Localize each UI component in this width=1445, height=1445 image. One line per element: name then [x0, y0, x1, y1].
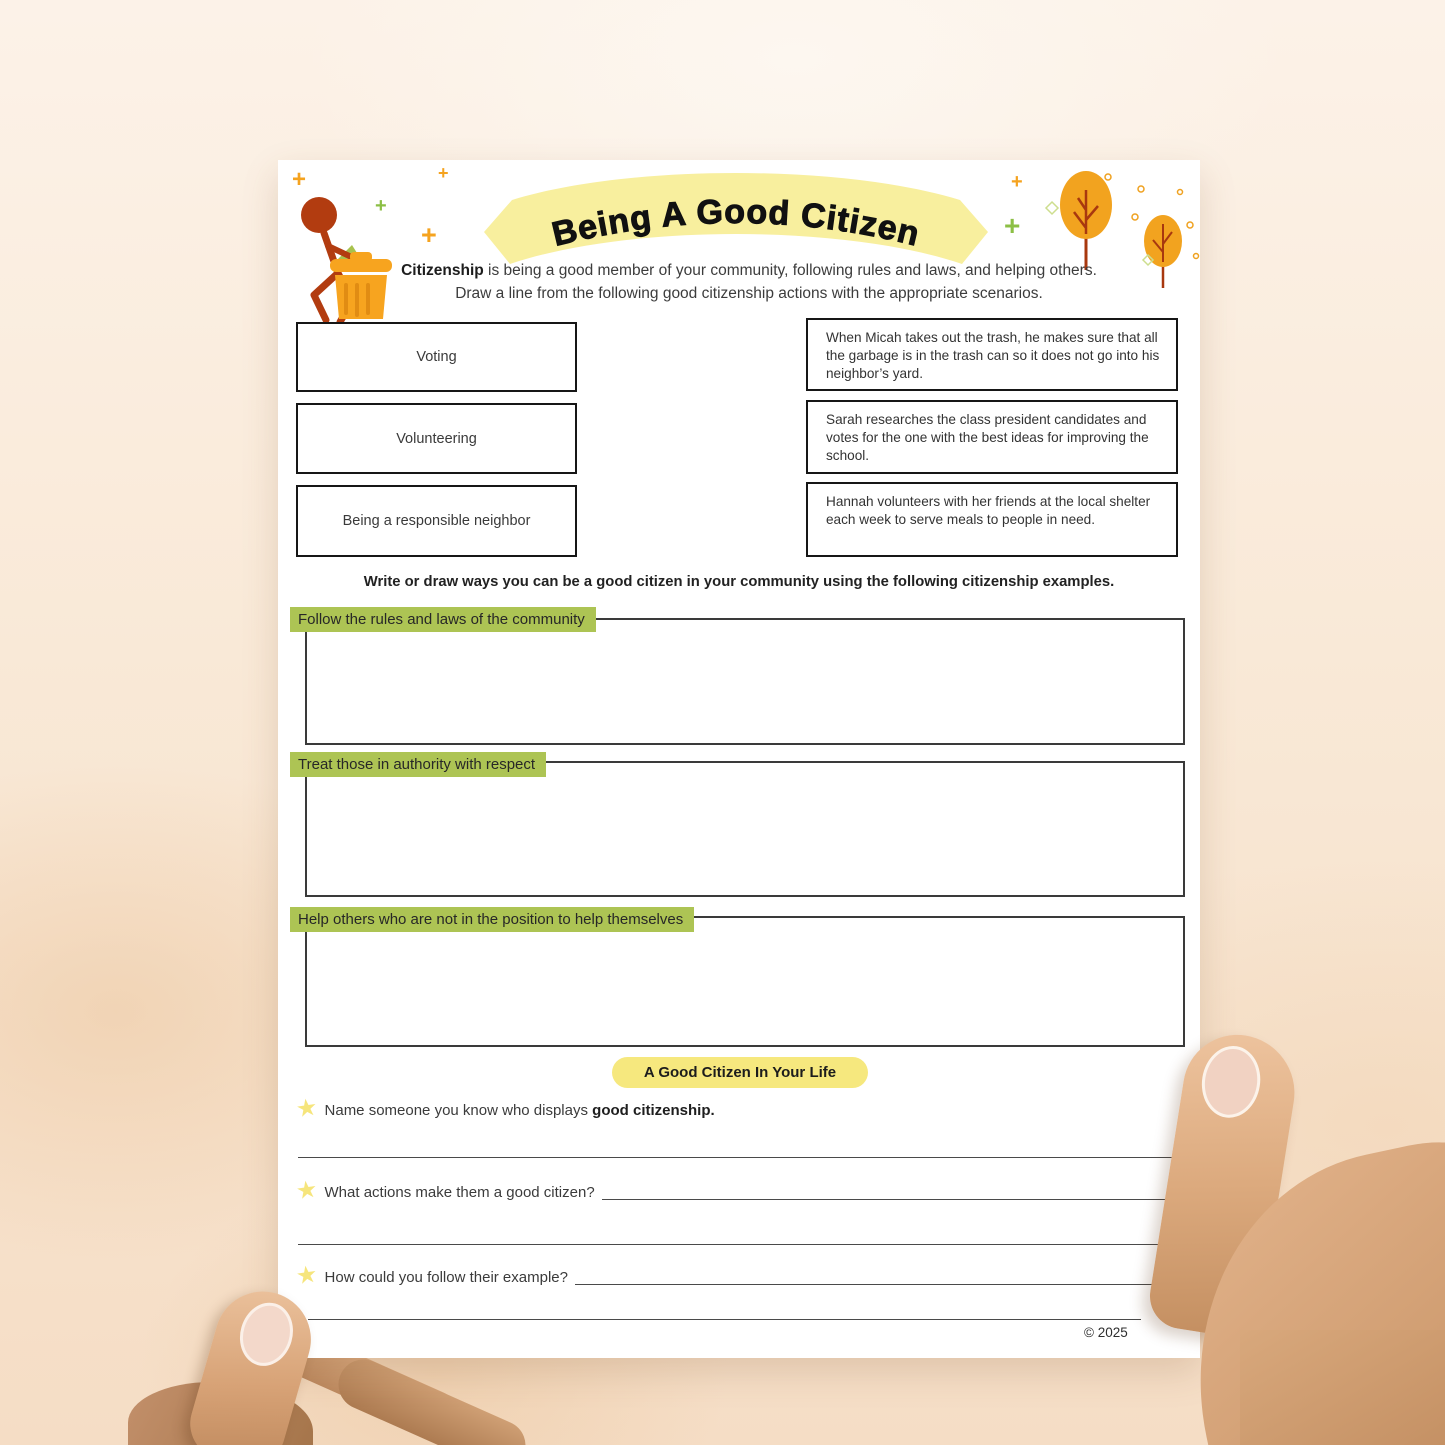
- answer-area-help-others[interactable]: [305, 916, 1185, 1047]
- intro-text: [386, 259, 1112, 305]
- right-hand-wrist: [1240, 1330, 1445, 1445]
- question-3-text: How could you follow their example?: [324, 1269, 568, 1286]
- match-scenario-voting[interactable]: Sarah researches the class president candidates and votes for the one with the best ideas for improving the school.: [806, 400, 1178, 474]
- intro-line-2: Draw a line from the following good citizenship actions with the appropriate scenarios.: [455, 285, 1043, 302]
- right-thumb-nail: [1197, 1042, 1266, 1122]
- question-1-text: Name someone you know who displays good citizenship.: [324, 1102, 715, 1119]
- left-hand-middle-finger: [330, 1351, 533, 1445]
- question-2: [294, 1175, 1185, 1206]
- plus-sparkle-icon: +: [292, 166, 307, 193]
- write-draw-instruction: Write or draw ways you can be a good citizen in your community using the following citizenship examples.: [363, 574, 1115, 590]
- answer-line-1[interactable]: [298, 1157, 1185, 1158]
- answer-line-3[interactable]: [308, 1319, 1141, 1320]
- copyright-text: © 2025: [1084, 1325, 1128, 1340]
- star-icon: ★: [294, 1093, 320, 1124]
- match-action-responsible-neighbor[interactable]: Being a responsible neighbor: [296, 485, 577, 557]
- section-title-pill: A Good Citizen In Your Life: [612, 1057, 868, 1088]
- plus-sparkle-icon: +: [1011, 171, 1023, 193]
- left-thumb-nail: [233, 1296, 301, 1372]
- prompt-respect-authority: Treat those in authority with respect: [290, 752, 546, 777]
- answer-area-follow-rules[interactable]: [305, 618, 1185, 745]
- answer-line-2-inline[interactable]: [602, 1185, 1185, 1200]
- match-scenario-volunteering[interactable]: Hannah volunteers with her friends at the local shelter each week to serve meals to people in need.: [806, 482, 1178, 557]
- page-title: Being A Good Citizen: [548, 192, 924, 254]
- star-icon: ★: [294, 1260, 320, 1291]
- intro-line-1: Citizenship is being a good member of your community, following rules and laws, and helping others.: [401, 262, 1097, 279]
- match-scenario-trash[interactable]: When Micah takes out the trash, he makes sure that all the garbage is in the trash can so it does not go into his neighbor’s yard.: [806, 318, 1178, 391]
- plus-sparkle-icon: +: [1004, 210, 1021, 241]
- answer-area-respect-authority[interactable]: [305, 761, 1185, 897]
- prompt-follow-rules: Follow the rules and laws of the community: [290, 607, 596, 632]
- intro-keyword: Citizenship: [401, 262, 484, 279]
- match-action-voting[interactable]: Voting: [296, 322, 577, 392]
- question-2-text: What actions make them a good citizen?: [324, 1184, 595, 1201]
- worksheet-page: [278, 160, 1200, 1358]
- plus-sparkle-icon: +: [375, 195, 387, 217]
- question-1: [294, 1093, 1176, 1124]
- plus-sparkle-icon: +: [438, 163, 449, 183]
- answer-line-3-inline[interactable]: [575, 1270, 1160, 1285]
- plus-sparkle-icon: +: [421, 220, 437, 250]
- question-3: [294, 1260, 1160, 1291]
- match-action-volunteering[interactable]: Volunteering: [296, 403, 577, 474]
- star-icon: ★: [294, 1175, 320, 1206]
- trash-can-icon: [335, 275, 387, 319]
- stick-figure-head: [301, 197, 337, 233]
- answer-line-2[interactable]: [298, 1244, 1185, 1245]
- prompt-help-others: Help others who are not in the position to help themselves: [290, 907, 694, 932]
